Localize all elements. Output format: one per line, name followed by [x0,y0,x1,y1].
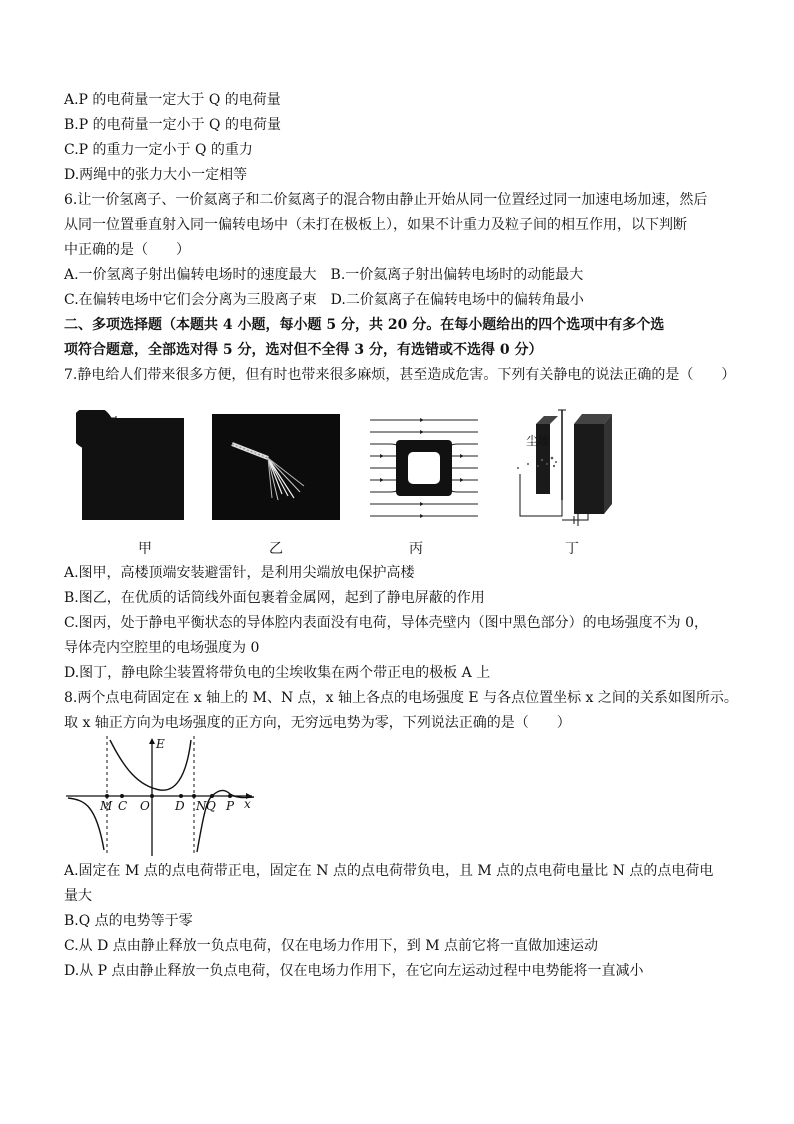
q8-option-a-line2: 量大 [64,888,92,904]
q7-option-c-line2: 导体壳内空腔里的电场强度为 0 [64,640,260,656]
q7-option-b: B.图乙，在优质的话筒线外面包裹着金属网，起到了静电屏蔽的作用 [64,590,485,606]
q8-point-p: P [226,799,235,813]
q8-point-m: M [100,799,113,813]
q8-option-d: D.从 P 点由静止释放一负点电荷，仅在电场力作用下，在它向左运动过程中电势能将一直减小 [64,963,644,979]
q7-stem: 7.静电给人们带来很多方便，但有时也带来很多麻烦，甚至造成危害。下列有关静电的说法正确的是（ ） [64,367,736,383]
q8-point-n: N [196,799,207,813]
q6-stem-line1: 6.让一价氢离子、一价氦离子和二价氦离子的混合物由静止开始从同一位置经过同一加速电场加速，然后 [64,192,708,208]
q6-options-row1: A.一价氢离子射出偏转电场时的速度最大 B.一价氦离子射出偏转电场时的动能最大 [64,267,584,283]
figure-yi-image [212,414,340,522]
figure-caption-jia: 甲 [138,541,152,557]
q5-option-d: D.两绳中的张力大小一定相等 [64,167,248,183]
q8-graph [64,734,264,858]
section2-heading-line2: 项符合题意，全部选对得 5 分，选对但不全得 3 分，有选错或不选得 0 分） [64,342,543,358]
q8-point-q: Q [206,799,216,813]
q8-point-o: O [140,799,150,813]
q6-stem-line3: 中正确的是（ ） [64,242,190,258]
q8-stem-line2: 取 x 轴正方向为电场强度的正方向，无穷远电势为零，下列说法正确的是（ ） [64,715,571,731]
q5-option-b: B.P 的电荷量一定小于 Q 的电荷量 [64,117,281,133]
q6-options-row2: C.在偏转电场中它们会分离为三股离子束 D.二价氦离子在偏转电场中的偏转角最小 [64,292,584,308]
q8-point-c: C [118,799,128,813]
figure-caption-ding: 丁 [565,541,579,557]
q7-option-c-line1: C.图丙，处于静电平衡状态的导体腔内表面没有电荷，导体壳壁内（图中黑色部分）的电场强度不为 0， [64,615,709,631]
q7-option-d: D.图丁，静电除尘装置将带负电的尘埃收集在两个带正电的极板 A 上 [64,665,491,681]
figure-caption-bing: 丙 [409,541,423,557]
section2-heading-line1: 二、多项选择题（本题共 4 小题，每小题 5 分，共 20 分。在每小题给出的四个选项中有多个选 [64,317,665,333]
figure-ding-dust-label: 尘埃 [526,434,551,448]
q8-option-a-line1: A.固定在 M 点的点电荷带正电，固定在 N 点的点电荷带负电，且 M 点的点电荷电量比 N 点的点电荷电 [64,863,714,879]
q7-option-a: A.图甲，高楼顶端安装避雷针，是利用尖端放电保护高楼 [64,565,415,581]
figure-bing-image [368,410,480,522]
q8-curve-left [68,798,104,850]
figure-ding-image [500,404,620,526]
q8-curve-middle [110,740,191,790]
q8-option-c: C.从 D 点由静止释放一负点电荷，仅在电场力作用下，到 M 点前它将一直做加速运动 [64,938,599,954]
q8-option-b: B.Q 点的电势等于零 [64,913,193,929]
q8-point-d: D [175,799,185,813]
q8-graph-x-label: x [244,797,251,811]
q6-stem-line2: 从同一位置垂直射入同一偏转电场中（未打在极板上），如果不计重力及粒子间的相互作用，以下判断 [64,217,687,233]
q8-graph-y-label: E [156,737,165,751]
q5-option-c: C.P 的重力一定小于 Q 的重力 [64,142,253,158]
figure-caption-yi: 乙 [269,541,283,557]
q8-stem-line1: 8.两个点电荷固定在 x 轴上的 M、N 点，x 轴上各点的电场强度 E 与各点位置坐标 x 之间的关系如图所示。 [64,690,738,706]
q5-option-a: A.P 的电荷量一定大于 Q 的电荷量 [64,92,281,108]
figure-jia-image [76,410,188,522]
